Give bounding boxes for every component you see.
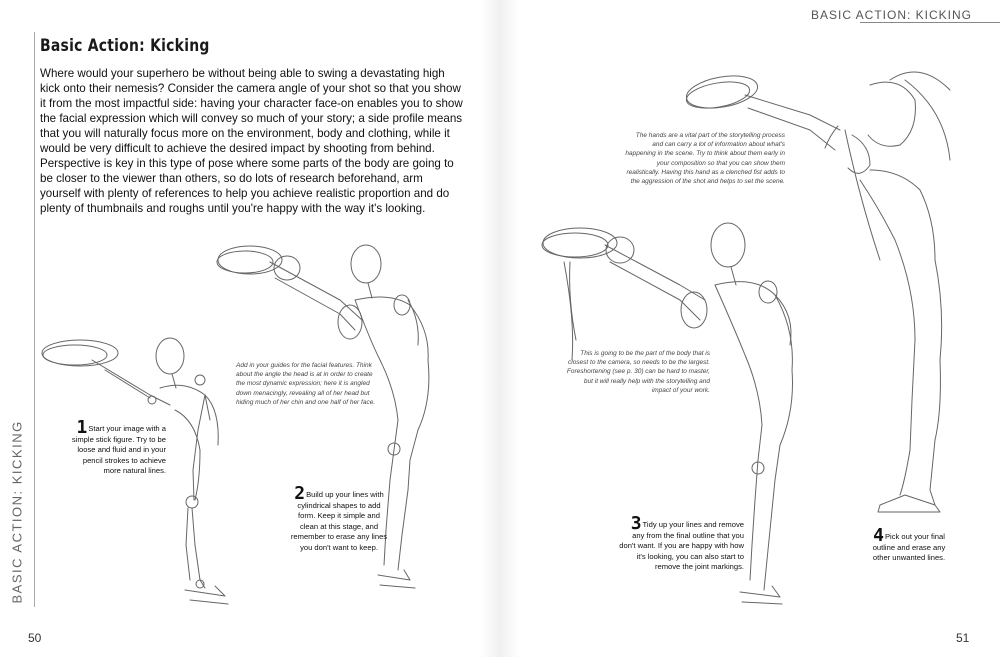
running-head: BASIC ACTION: KICKING <box>810 8 972 22</box>
note-head-guides: Add in your guides for the facial features. Think about the angle the head is at in order to create the most dynamic expression; here it is angled down menacingly, revealing all of her head but hiding much of her chin and one half of her face. <box>236 362 376 406</box>
page-number-right: 51 <box>956 631 970 645</box>
step-3-number: 3 <box>630 513 642 534</box>
article-title: Basic Action: Kicking <box>40 36 210 56</box>
intro-paragraph: Where would your superhero be without being able to swing a devastating high kick onto their nemesis? Consider the camera angle of your shot so that you show it from the most impactful side: having your character face-on enables you to show the facial expression which will convey so much of your story; a side profile means that you will naturally focus more on the environment, body and clothing, while it would be very difficult to achieve the desired impact by shooting from behind. Perspective is key in this type of pose where some parts of the body are going to be closer to the viewer than others, so do lots of research beforehand, arm yourself with plenty of references to help you achieve realistic proportion and do plenty of thumbnails and roughs until you're happy with the way it's looking. <box>40 67 463 215</box>
step-4 <box>867 525 951 564</box>
step-1-number: 1 <box>76 417 88 438</box>
step-1 <box>68 417 166 477</box>
side-rule <box>34 32 35 607</box>
step-4-number: 4 <box>873 525 884 546</box>
note-foreshortening: This is going to be the part of the body that is closest to the camera, so needs to be the largest. Foreshortening (see p. 30) can be hard to master, but it will really help with the storytelling and impact of your work. <box>566 350 710 394</box>
step-2-text: Build up your lines with cylindrical shapes to add form. Keep it simple and clean at this stage, and remember to erase any lines you don't want to keep. <box>290 490 388 552</box>
side-tab <box>6 420 28 607</box>
step-1-text: Start your image with a simple stick figure. Try to be loose and fluid and in your pencil strokes to achieve more natural lines. <box>71 424 166 476</box>
side-tab-label: BASIC ACTION: KICKING <box>9 420 25 604</box>
page-number-left: 50 <box>28 631 42 645</box>
step-2 <box>290 483 388 553</box>
note-hands: The hands are a vital part of the storytelling process and can carry a lot of information about what's happening in the scene. Try to think about them early in your composition so that you can show them realistically. Having this hand as a clenched fist adds to the aggression of the shot and helps to set the scene. <box>625 132 785 186</box>
step-2-number: 2 <box>294 483 306 504</box>
step-3 <box>618 513 744 573</box>
running-head-rule <box>860 22 1000 23</box>
step-3-text: Tidy up your lines and remove any from the final outline that you don't want. If you are happy with how it's looking, you can also start to remove the joint markings. <box>619 520 744 572</box>
step-4-text: Pick out your final outline and erase any other unwanted lines. <box>872 532 946 563</box>
